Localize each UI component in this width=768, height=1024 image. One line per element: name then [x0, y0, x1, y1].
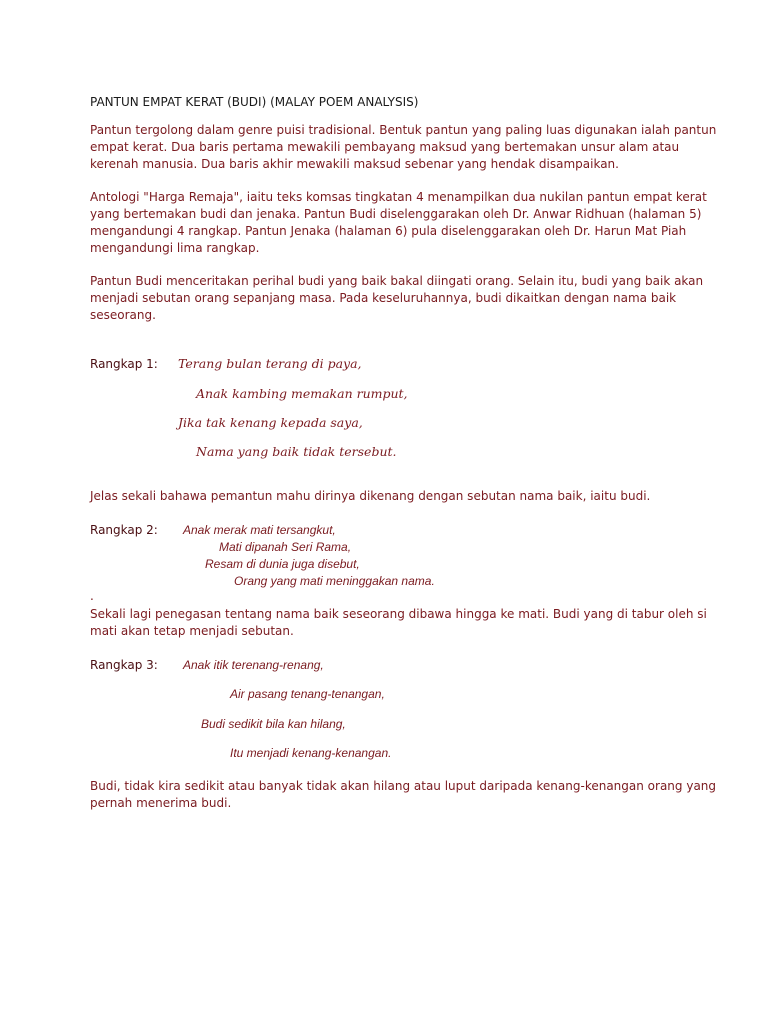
rangkap-1-line-2: Anak kambing memakan rumput,: [196, 386, 408, 401]
paragraph-intro-line-2: empat kerat. Dua baris pertama mewakili pembayang maksud yang bertemakan unsur alam atau: [90, 140, 680, 154]
document-title: PANTUN EMPAT KERAT (BUDI) (MALAY POEM ANALYSIS): [90, 95, 419, 109]
paragraph-antologi-line-4: mengandungi lima rangkap.: [90, 241, 260, 255]
rangkap-2-label: Rangkap 2:: [90, 523, 158, 537]
rangkap-1-comment: Jelas sekali bahawa pemantun mahu dirinya dikenang dengan sebutan nama baik, iaitu budi.: [90, 489, 651, 503]
rangkap-3-line-2: Air pasang tenang-tenangan,: [230, 687, 385, 701]
paragraph-intro-line-3: kerenah manusia. Dua baris akhir mewakili maksud sebenar yang hendak disampaikan.: [90, 157, 619, 171]
rangkap-3-line-3: Budi sedikit bila kan hilang,: [201, 717, 346, 731]
rangkap-3-line-4: Itu menjadi kenang-kenangan.: [230, 746, 392, 760]
rangkap-1-line-4: Nama yang baik tidak tersebut.: [196, 444, 397, 459]
rangkap-3-label: Rangkap 3:: [90, 658, 158, 672]
paragraph-antologi-line-3: mengandungi 4 rangkap. Pantun Jenaka (halaman 6) pula diselenggarakan oleh Dr. Harun Mat Piah: [90, 224, 687, 238]
rangkap-1-line-3: Jika tak kenang kepada saya,: [178, 415, 363, 430]
rangkap-2-line-2: Mati dipanah Seri Rama,: [219, 540, 352, 554]
paragraph-antologi-line-1: Antologi "Harga Remaja", iaitu teks komsas tingkatan 4 menampilkan dua nukilan pantun empat kerat: [90, 190, 707, 204]
paragraph-budi-line-1: Pantun Budi menceritakan perihal budi yang baik bakal diingati orang. Selain itu, budi yang baik akan: [90, 274, 704, 288]
paragraph-intro-line-1: Pantun tergolong dalam genre puisi tradisional. Bentuk pantun yang paling luas digunakan ialah pantun: [90, 123, 717, 137]
paragraph-budi-line-2: menjadi sebutan orang sepanjang masa. Pada keseluruhannya, budi dikaitkan dengan nama baik: [90, 291, 677, 305]
rangkap-2-line-1: Anak merak mati tersangkut,: [183, 523, 336, 537]
rangkap-2-comment-line-2: mati akan tetap menjadi sebutan.: [90, 624, 294, 638]
rangkap-1-line-1: Terang bulan terang di paya,: [178, 356, 362, 371]
paragraph-antologi-line-2: yang bertemakan budi dan jenaka. Pantun Budi diselenggarakan oleh Dr. Anwar Ridhuan (halaman 5): [90, 207, 702, 221]
rangkap-2-line-3: Resam di dunia juga disebut,: [205, 557, 360, 571]
separator-dot: .: [90, 589, 94, 603]
rangkap-3-line-1: Anak itik terenang-renang,: [183, 658, 324, 672]
rangkap-2-line-4: Orang yang mati meninggakan nama.: [234, 574, 435, 588]
rangkap-2-comment-line-1: Sekali lagi penegasan tentang nama baik seseorang dibawa hingga ke mati. Budi yang di tabur oleh si: [90, 607, 707, 621]
paragraph-budi-line-3: seseorang.: [90, 308, 156, 322]
rangkap-3-comment-line-2: pernah menerima budi.: [90, 796, 232, 810]
rangkap-1-label: Rangkap 1:: [90, 357, 158, 371]
rangkap-3-comment-line-1: Budi, tidak kira sedikit atau banyak tidak akan hilang atau luput daripada kenang-kenangan orang yang: [90, 779, 717, 793]
